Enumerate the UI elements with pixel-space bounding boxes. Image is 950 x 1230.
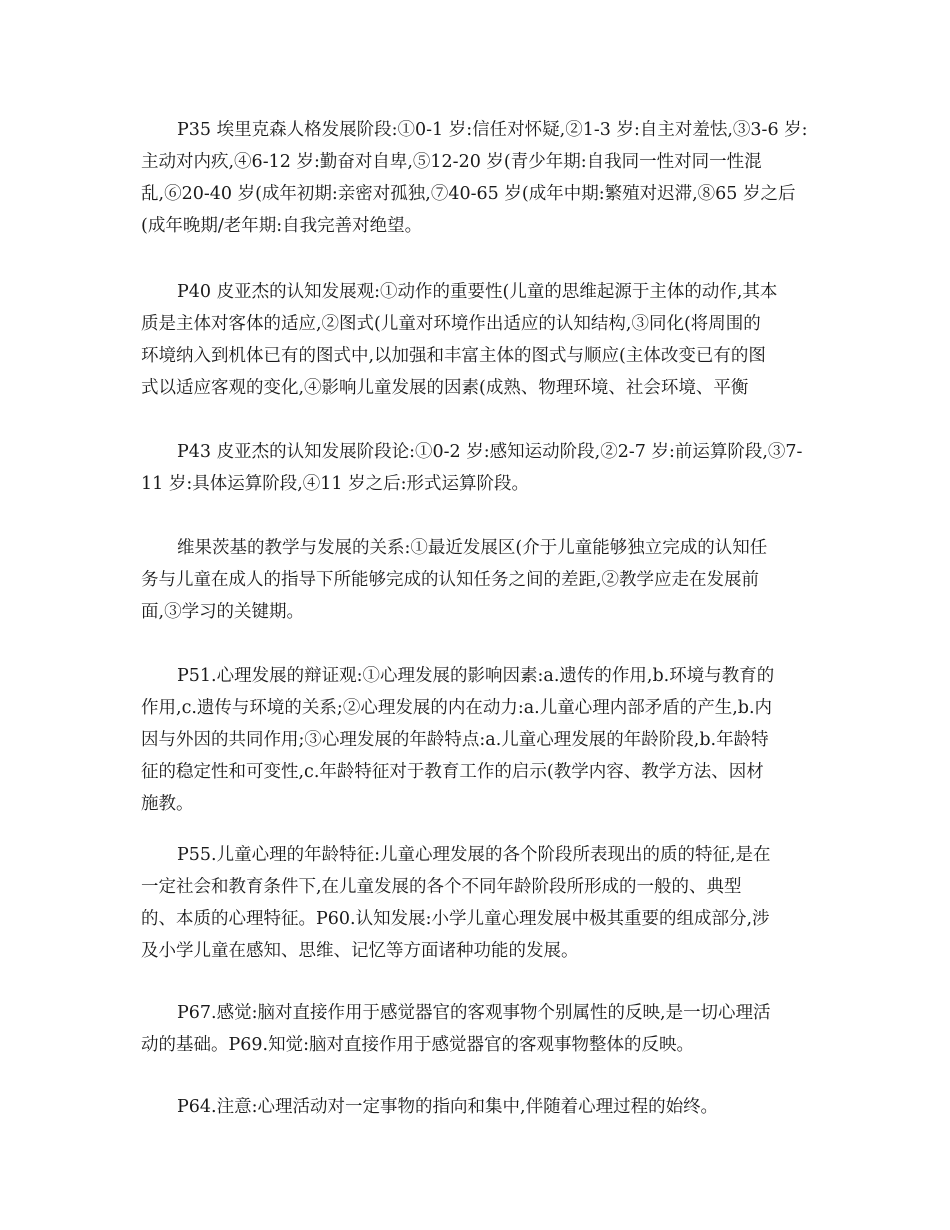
paragraph-vygotsky	[141, 532, 819, 628]
text-line: 务与儿童在成人的指导下所能够完成的认知任务之间的差距,②教学应走在发展前	[141, 570, 760, 590]
text-line: 动的基础。P69.知觉:脑对直接作用于感觉器官的客观事物整体的反映。	[141, 1035, 694, 1055]
text-line: 的、本质的心理特征。P60.认知发展:小学儿童心理发展中极其重要的组成部分,涉	[141, 909, 770, 929]
text-line: P40 皮亚杰的认知发展观:①动作的重要性(儿童的思维起源于主体的动作,其本	[177, 282, 778, 302]
text-line: 征的稳定性和可变性,c.年龄特征对于教育工作的启示(教学内容、教学方法、因材	[141, 762, 764, 782]
text-line: 因与外因的共同作用;③心理发展的年龄特点:a.儿童心理发展的年龄阶段,b.年龄特	[141, 730, 769, 750]
text-line: 作用,c.遗传与环境的关系;②心理发展的内在动力:a.儿童心理内部矛盾的产生,b.内	[141, 698, 773, 718]
text-line: P67.感觉:脑对直接作用于感觉器官的客观事物个别属性的反映,是一切心理活	[177, 1003, 771, 1023]
text-line: P51.心理发展的辩证观:①心理发展的影响因素:a.遗传的作用,b.环境与教育的	[177, 666, 775, 686]
text-line: 环境纳入到机体已有的图式中,以加强和丰富主体的图式与顺应(主体改变已有的图	[141, 346, 766, 366]
text-line: 面,③学习的关键期。	[141, 602, 305, 622]
text-line: P35 埃里克森人格发展阶段:①0-1 岁:信任对怀疑,②1-3 岁:自主对羞怯,③3-6 岁:	[177, 120, 808, 140]
paragraph-attention	[141, 1091, 819, 1123]
paragraph-age-characteristics	[141, 839, 819, 967]
text-line: 及小学儿童在感知、思维、记忆等方面诸种功能的发展。	[141, 941, 579, 961]
paragraph-piaget-stages	[141, 436, 819, 500]
text-line: 11 岁:具体运算阶段,④11 岁之后:形式运算阶段。	[141, 474, 530, 494]
paragraph-erikson	[141, 114, 819, 242]
text-line: 乱,⑥20-40 岁(成年初期:亲密对孤独,⑦40-65 岁(成年中期:繁殖对迟滞,⑧65 岁之后	[141, 184, 796, 204]
paragraph-piaget-view	[141, 276, 819, 404]
text-line: P43 皮亚杰的认知发展阶段论:①0-2 岁:感知运动阶段,②2-7 岁:前运算阶段,③7-	[177, 442, 803, 462]
text-line: 维果茨基的教学与发展的关系:①最近发展区(介于儿童能够独立完成的认知任	[177, 538, 768, 558]
text-line: 式以适应客观的变化,④影响儿童发展的因素(成熟、物理环境、社会环境、平衡	[141, 378, 749, 398]
text-line: 施教。	[141, 794, 194, 814]
text-line: 质是主体对客体的适应,②图式(儿童对环境作出适应的认知结构,③同化(将周围的	[141, 314, 761, 334]
text-line: 主动对内疚,④6-12 岁:勤奋对自卑,⑤12-20 岁(青少年期:自我同一性对同一性混	[141, 152, 762, 172]
text-line: 一定社会和教育条件下,在儿童发展的各个不同年龄阶段所形成的一般的、典型	[141, 877, 742, 897]
paragraph-dialectical-view	[141, 660, 819, 820]
text-line: P55.儿童心理的年龄特征:儿童心理发展的各个阶段所表现出的质的特征,是在	[177, 845, 771, 865]
text-line: (成年晚期/老年期:自我完善对绝望。	[141, 216, 423, 236]
text-line: P64.注意:心理活动对一定事物的指向和集中,伴随着心理过程的始终。	[177, 1097, 719, 1117]
paragraph-sensation-perception	[141, 997, 819, 1061]
